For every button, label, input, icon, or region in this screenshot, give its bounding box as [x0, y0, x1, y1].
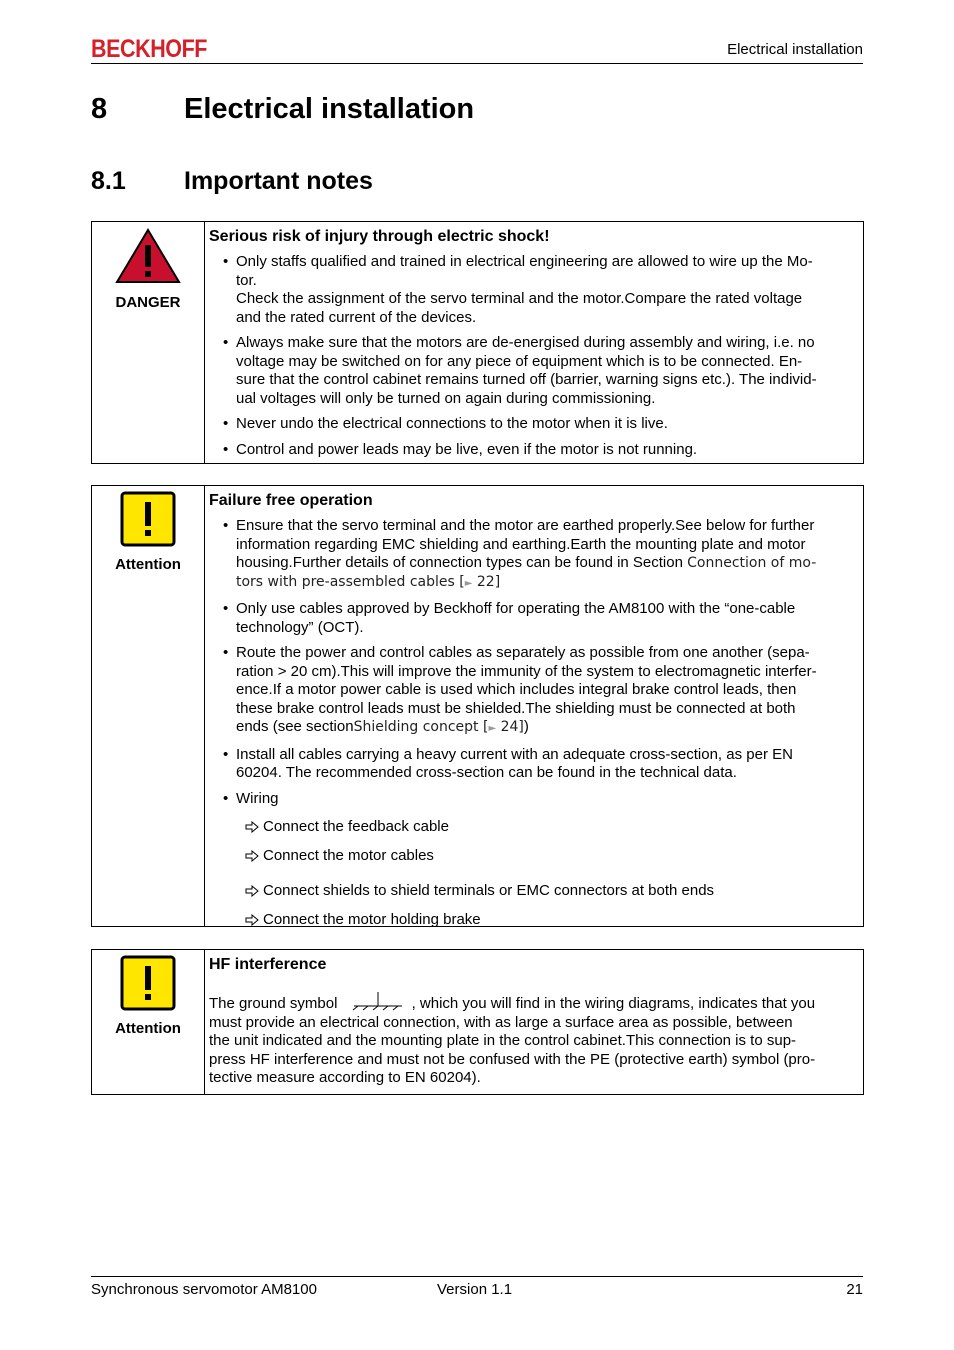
header-section-title: Electrical installation — [727, 41, 863, 58]
danger-warning-icon — [114, 227, 182, 285]
notice-side — [92, 950, 205, 1094]
footer-product-name: Synchronous servomotor AM8100 — [91, 1281, 317, 1298]
cross-reference-link[interactable]: Shielding concept [► 24] — [353, 719, 524, 735]
list-item: • Control and power leads may be live, even if the motor is not running. — [209, 441, 859, 460]
list-item: • Only use cables approved by Beckhoff for operating the AM8100 with the “one-cable technology” (OCT). — [209, 600, 859, 637]
cross-reference-link[interactable]: Connection of mo- — [687, 555, 817, 571]
notice-body — [205, 222, 863, 463]
step-item: Connect the feedback cable — [209, 818, 859, 837]
step-item: Connect the motor cables — [209, 847, 859, 866]
step-item: Connect shields to shield terminals or EMC connectors at both ends — [209, 882, 859, 901]
list-item: • Ensure that the servo terminal and the motor are earthed properly.See below for further information regarding EMC shielding and earthing.Earth the mounting plate and motor housing.Further details of connection types can be found in Section Connection of mo- tors with pre-assembled cables [► 22] — [209, 517, 859, 593]
notice-title: Serious risk of injury through electric shock! — [209, 228, 550, 245]
attention-notice-failure-free — [91, 485, 864, 927]
list-item: • Route the power and control cables as separately as possible from one another (sepa- ration > 20 cm).This will improve the immunity of the system to electromagnetic interfer- ence.If a motor power cable is used which includes integral brake control leads, then these brake control leads must be shielded.The shielding must be connected at both ends (see sectionShielding concept [► 24]) — [209, 644, 859, 739]
notice-bullets — [209, 517, 859, 929]
section-number: 8.1 — [91, 167, 126, 195]
list-item: • Wiring Connect the feedback cable Connect the motor cables Connect shields to shield terminals or EMC connectors at both ends Connect the motor holding brake — [209, 790, 859, 930]
attention-exclamation-icon — [120, 955, 176, 1011]
step-arrow-icon — [245, 885, 259, 897]
cross-reference-link[interactable]: tors with pre-assembled cables [► 22] — [236, 573, 501, 590]
list-item: • Always make sure that the motors are de-energised during assembly and wiring, i.e. no voltage may be switched on for any piece of equipment which is to be connected. En- sure that the control cabinet remains turned off (barrier, warning signs etc.). The individ- ual voltages will only be turned on again during commissioning. — [209, 334, 859, 408]
notice-side — [92, 222, 205, 463]
chapter-number: 8 — [91, 93, 108, 125]
notice-paragraph: The ground symbol , which you will find in the wiring diagrams, indicates that you must provide an electrical connection, with as large a surface area as possible, between the unit indicated and the mounting plate in the control cabinet.This connection is to sup- press HF interference and must not be confused with the PE (protective earth) symbol (pro- tective measure according to EN 60204). — [209, 991, 859, 1088]
page-number: 21 — [846, 1281, 863, 1298]
attention-exclamation-icon — [120, 491, 176, 547]
danger-notice — [91, 221, 864, 464]
notice-title: HF interference — [209, 956, 327, 973]
section-title: Important notes — [184, 167, 373, 195]
footer-version: Version 1.1 — [437, 1281, 513, 1298]
notice-title: Failure free operation — [209, 492, 373, 509]
beckhoff-logo: BECKHOFF — [91, 35, 208, 63]
notice-side — [92, 486, 205, 926]
section-heading — [91, 166, 373, 196]
step-arrow-icon — [245, 821, 259, 833]
notice-label: Attention — [115, 556, 181, 573]
notice-bullets — [209, 253, 859, 459]
step-arrow-icon — [245, 850, 259, 862]
chapter-title: Electrical installation — [184, 93, 475, 125]
step-arrow-icon — [245, 914, 259, 926]
ground-symbol-icon — [348, 991, 408, 1011]
notice-body — [205, 486, 863, 926]
list-item: • Only staffs qualified and trained in electrical engineering are allowed to wire up the Mo- tor. Check the assignment of the servo terminal and the motor.Compare the rated voltage and the rated current of the devices. — [209, 253, 859, 327]
step-item: Connect the motor holding brake — [209, 911, 859, 930]
page-pointer-icon: ► — [488, 723, 497, 734]
notice-label: DANGER — [115, 294, 181, 311]
notice-label: Attention — [115, 1020, 181, 1037]
wiring-steps — [209, 818, 859, 929]
chapter-heading — [91, 92, 474, 126]
header-divider — [91, 63, 863, 64]
page-pointer-icon: ► — [464, 577, 473, 589]
notice-body — [205, 950, 863, 1094]
list-item: • Install all cables carrying a heavy current with an adequate cross-section, as per EN 60204. The recommended cross-section can be found in the technical data. — [209, 746, 859, 783]
footer-divider — [91, 1276, 863, 1277]
list-item: • Never undo the electrical connections to the motor when it is live. — [209, 415, 859, 434]
attention-notice-hf-interference — [91, 949, 864, 1095]
